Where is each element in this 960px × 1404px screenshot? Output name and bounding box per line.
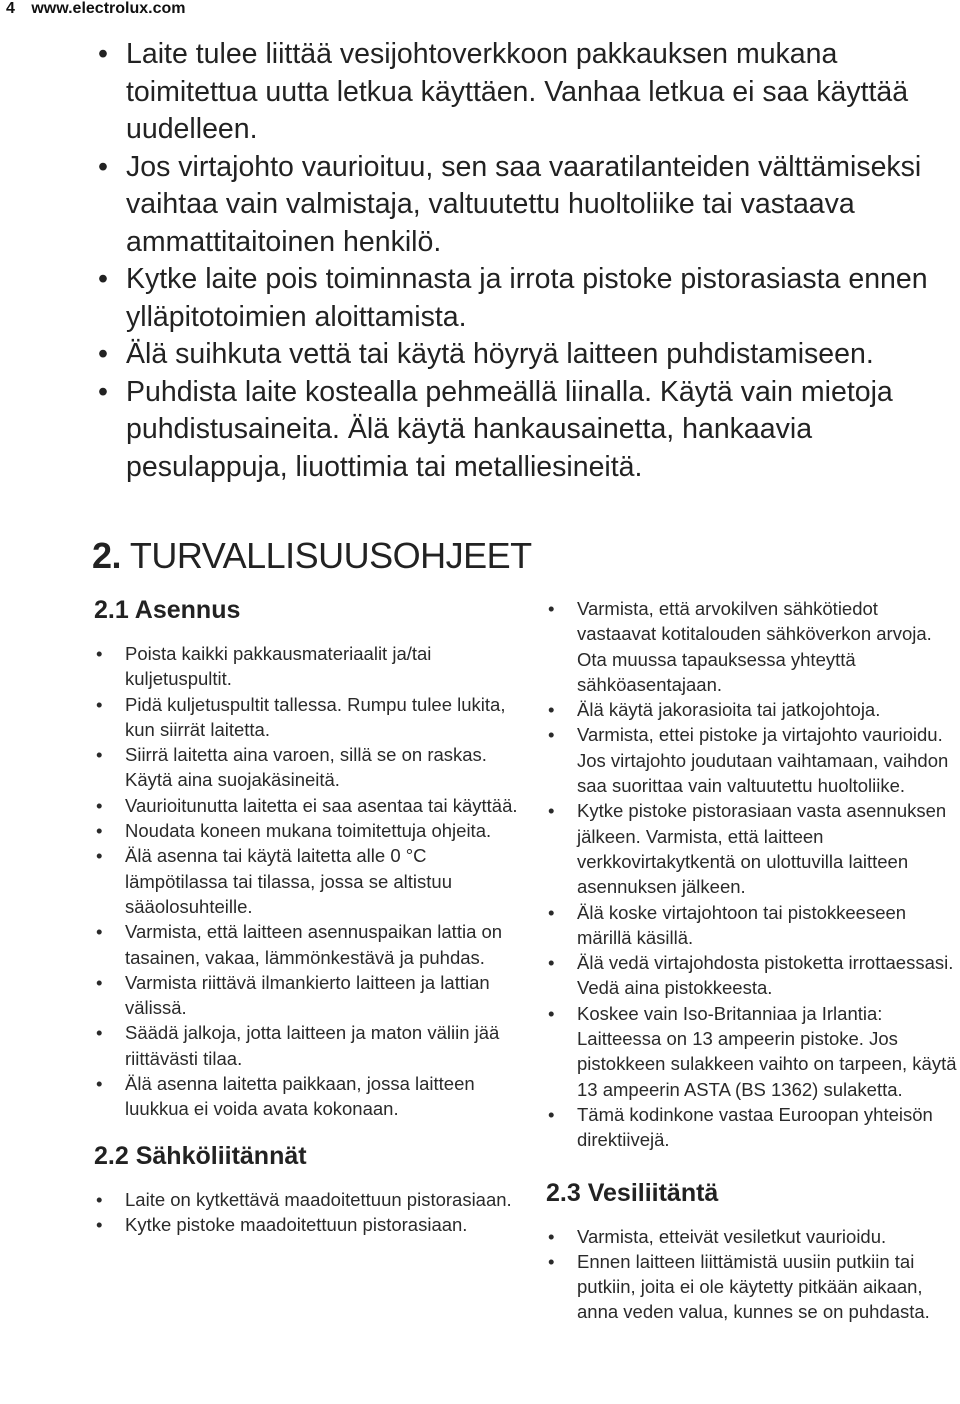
list-item: • Pidä kuljetuspultit tallessa. Rumpu tulee lukita, kun siirrät laitetta. bbox=[96, 693, 506, 740]
section-title bbox=[92, 535, 532, 577]
list-item: • Varmista, ettei pistoke ja virtajohto vaurioidu. Jos virtajohto joudutaan vaihtamaan, vaihdon saa suorittaa vain valtuutettu huoltoliike. bbox=[548, 724, 949, 797]
bullet-icon: • bbox=[96, 921, 103, 943]
bullet-icon: • bbox=[96, 643, 103, 664]
bullet-icon: • bbox=[96, 1188, 103, 1210]
bullet-icon: • bbox=[548, 1250, 555, 1272]
list-item: • Älä vedä virtajohdosta pistoketta irrottaessasi. Vedä aina pistokkeesta. bbox=[548, 952, 954, 999]
installation-list bbox=[94, 641, 524, 1122]
page-number: 4 bbox=[6, 0, 15, 17]
list-item: • Kytke laite pois toiminnasta ja irrota pistoke pistorasiasta ennen ylläpitotoimien aloittamista. bbox=[98, 263, 928, 333]
list-item: • Varmista riittävä ilmankierto laitteen ja lattian välissä. bbox=[96, 971, 490, 1019]
bullet-icon: • bbox=[98, 150, 108, 183]
bullet-icon: • bbox=[548, 699, 555, 721]
subsection-title-installation: 2.1 Asennus bbox=[94, 596, 241, 624]
bullet-icon: • bbox=[98, 375, 108, 408]
list-item: • Varmista, että arvokilven sähkötiedot vastaavat kotitalouden sähköverkon arvoja. Ota muussa tapauksessa yhteyttä sähköasentajaan. bbox=[548, 598, 932, 695]
list-item: • Säädä jalkoja, jotta laitteen ja maton väliin jää riittävästi tilaa. bbox=[96, 1022, 500, 1069]
list-item: • Varmista, että laitteen asennuspaikan lattia on tasainen, vakaa, lämmönkestävä ja puhdas. bbox=[96, 921, 503, 968]
list-item: • Vaurioitunutta laitetta ei saa asentaa tai käyttää. bbox=[94, 793, 524, 818]
bullet-icon: • bbox=[548, 800, 555, 822]
list-item: • Kytke pistoke maadoitettuun pistorasiaan. bbox=[94, 1212, 524, 1237]
bullet-icon: • bbox=[96, 1022, 103, 1044]
list-item: • Poista kaikki pakkausmateriaalit ja/tai kuljetuspultit. bbox=[96, 643, 432, 690]
bullet-icon: • bbox=[548, 901, 555, 923]
bullet-icon: • bbox=[96, 1213, 103, 1235]
bullet-icon: • bbox=[548, 952, 555, 974]
list-item: • Älä asenna laitetta paikkaan, jossa laitteen luukkua ei voida avata kokonaan. bbox=[96, 1073, 475, 1120]
electrical-list-right bbox=[546, 596, 960, 1153]
list-item: • Laite on kytkettävä maadoitettuun pistorasiaan. bbox=[94, 1187, 524, 1212]
water-list bbox=[546, 1224, 960, 1325]
list-item: • Älä suihkuta vettä tai käytä höyryä laitteen puhdistamiseen. bbox=[96, 336, 946, 374]
bullet-icon: • bbox=[548, 1225, 555, 1247]
header-url: www.electrolux.com bbox=[31, 0, 186, 17]
subsection-title-water: 2.3 Vesiliitäntä bbox=[546, 1178, 719, 1207]
list-item: • Älä koske virtajohtoon tai pistokkeeseen märillä käsillä. bbox=[548, 901, 907, 948]
bullet-icon: • bbox=[96, 794, 103, 816]
right-column bbox=[546, 596, 960, 1325]
list-item: • Puhdista laite kostealla pehmeällä liinalla. Käytä vain mietoja puhdistusaineita. Älä käytä hankausainetta, hankaavia pesulappuja, liuottimia tai metalliesineitä. bbox=[98, 375, 893, 483]
bullet-icon: • bbox=[548, 1002, 555, 1024]
list-item: • Tämä kodinkone vastaa Euroopan yhteisön direktiivejä. bbox=[548, 1103, 933, 1151]
bullet-icon: • bbox=[96, 744, 103, 766]
list-item: • Älä käytä jakorasioita tai jatkojohtoja. bbox=[546, 697, 960, 722]
left-column bbox=[94, 596, 524, 1237]
list-item: • Laite tulee liittää vesijohtoverkkoon pakkauksen mukana toimitettua uutta letkua käyttäen. Vanhaa letkua ei saa käyttää uudelleen. bbox=[98, 38, 909, 145]
list-item: • Ennen laitteen liittämistä uusiin putkiin tai putkiin, joita ei ole käytetty pitkään aikaan, anna veden valua, kunnes se on puhdasta. bbox=[548, 1250, 930, 1323]
intro-list bbox=[96, 36, 946, 486]
list-item: • Varmista, etteivät vesiletkut vaurioidu. bbox=[546, 1224, 960, 1249]
section-heading: TURVALLISUUSOHJEET bbox=[129, 535, 532, 576]
list-item: • Siirrä laitetta aina varoen, sillä se on raskas. Käytä aina suojakäsineitä. bbox=[96, 744, 487, 791]
bullet-icon: • bbox=[96, 971, 103, 993]
bullet-icon: • bbox=[96, 845, 103, 867]
bullet-icon: • bbox=[96, 1073, 103, 1095]
list-item: • Koskee vain Iso-Britanniaa ja Irlantia: Laitteessa on 13 ampeerin pistoke. Jos pistokkeen sulakkeen vaihto on tarpeen, käytä 13 ampeerin ASTA (BS 1362) sulaketta. bbox=[548, 1002, 957, 1100]
list-item: • Älä asenna tai käytä laitetta alle 0 °C lämpötilassa tai tilassa, jossa se altistuu sääolosuhteille. bbox=[96, 845, 452, 917]
bullet-icon: • bbox=[96, 693, 103, 715]
list-item: • Noudata koneen mukana toimitettuja ohjeita. bbox=[94, 818, 524, 843]
bullet-icon: • bbox=[98, 38, 108, 70]
bullet-icon: • bbox=[96, 820, 103, 842]
page-header bbox=[6, 0, 185, 18]
list-item: • Jos virtajohto vaurioituu, sen saa vaaratilanteiden välttämiseksi vaihtaa vain valmistaja, valtuutettu huoltoliike tai vastaava ammattitaitoinen henkilö. bbox=[98, 150, 922, 258]
bullet-icon: • bbox=[548, 598, 555, 619]
subsection-title-electrical: 2.2 Sähköliitännät bbox=[94, 1141, 307, 1170]
list-item: • Kytke pistoke pistorasiaan vasta asennuksen jälkeen. Varmista, että laitteen verkkovirtakytkentä on ulottuvilla laitteen asennuksen jälkeen. bbox=[548, 800, 947, 898]
bullet-icon: • bbox=[548, 724, 555, 746]
bullet-icon: • bbox=[98, 263, 108, 295]
electrical-list-left bbox=[94, 1187, 524, 1238]
section-number: 2. bbox=[92, 535, 122, 576]
bullet-icon: • bbox=[548, 1103, 555, 1125]
bullet-icon: • bbox=[98, 338, 108, 370]
